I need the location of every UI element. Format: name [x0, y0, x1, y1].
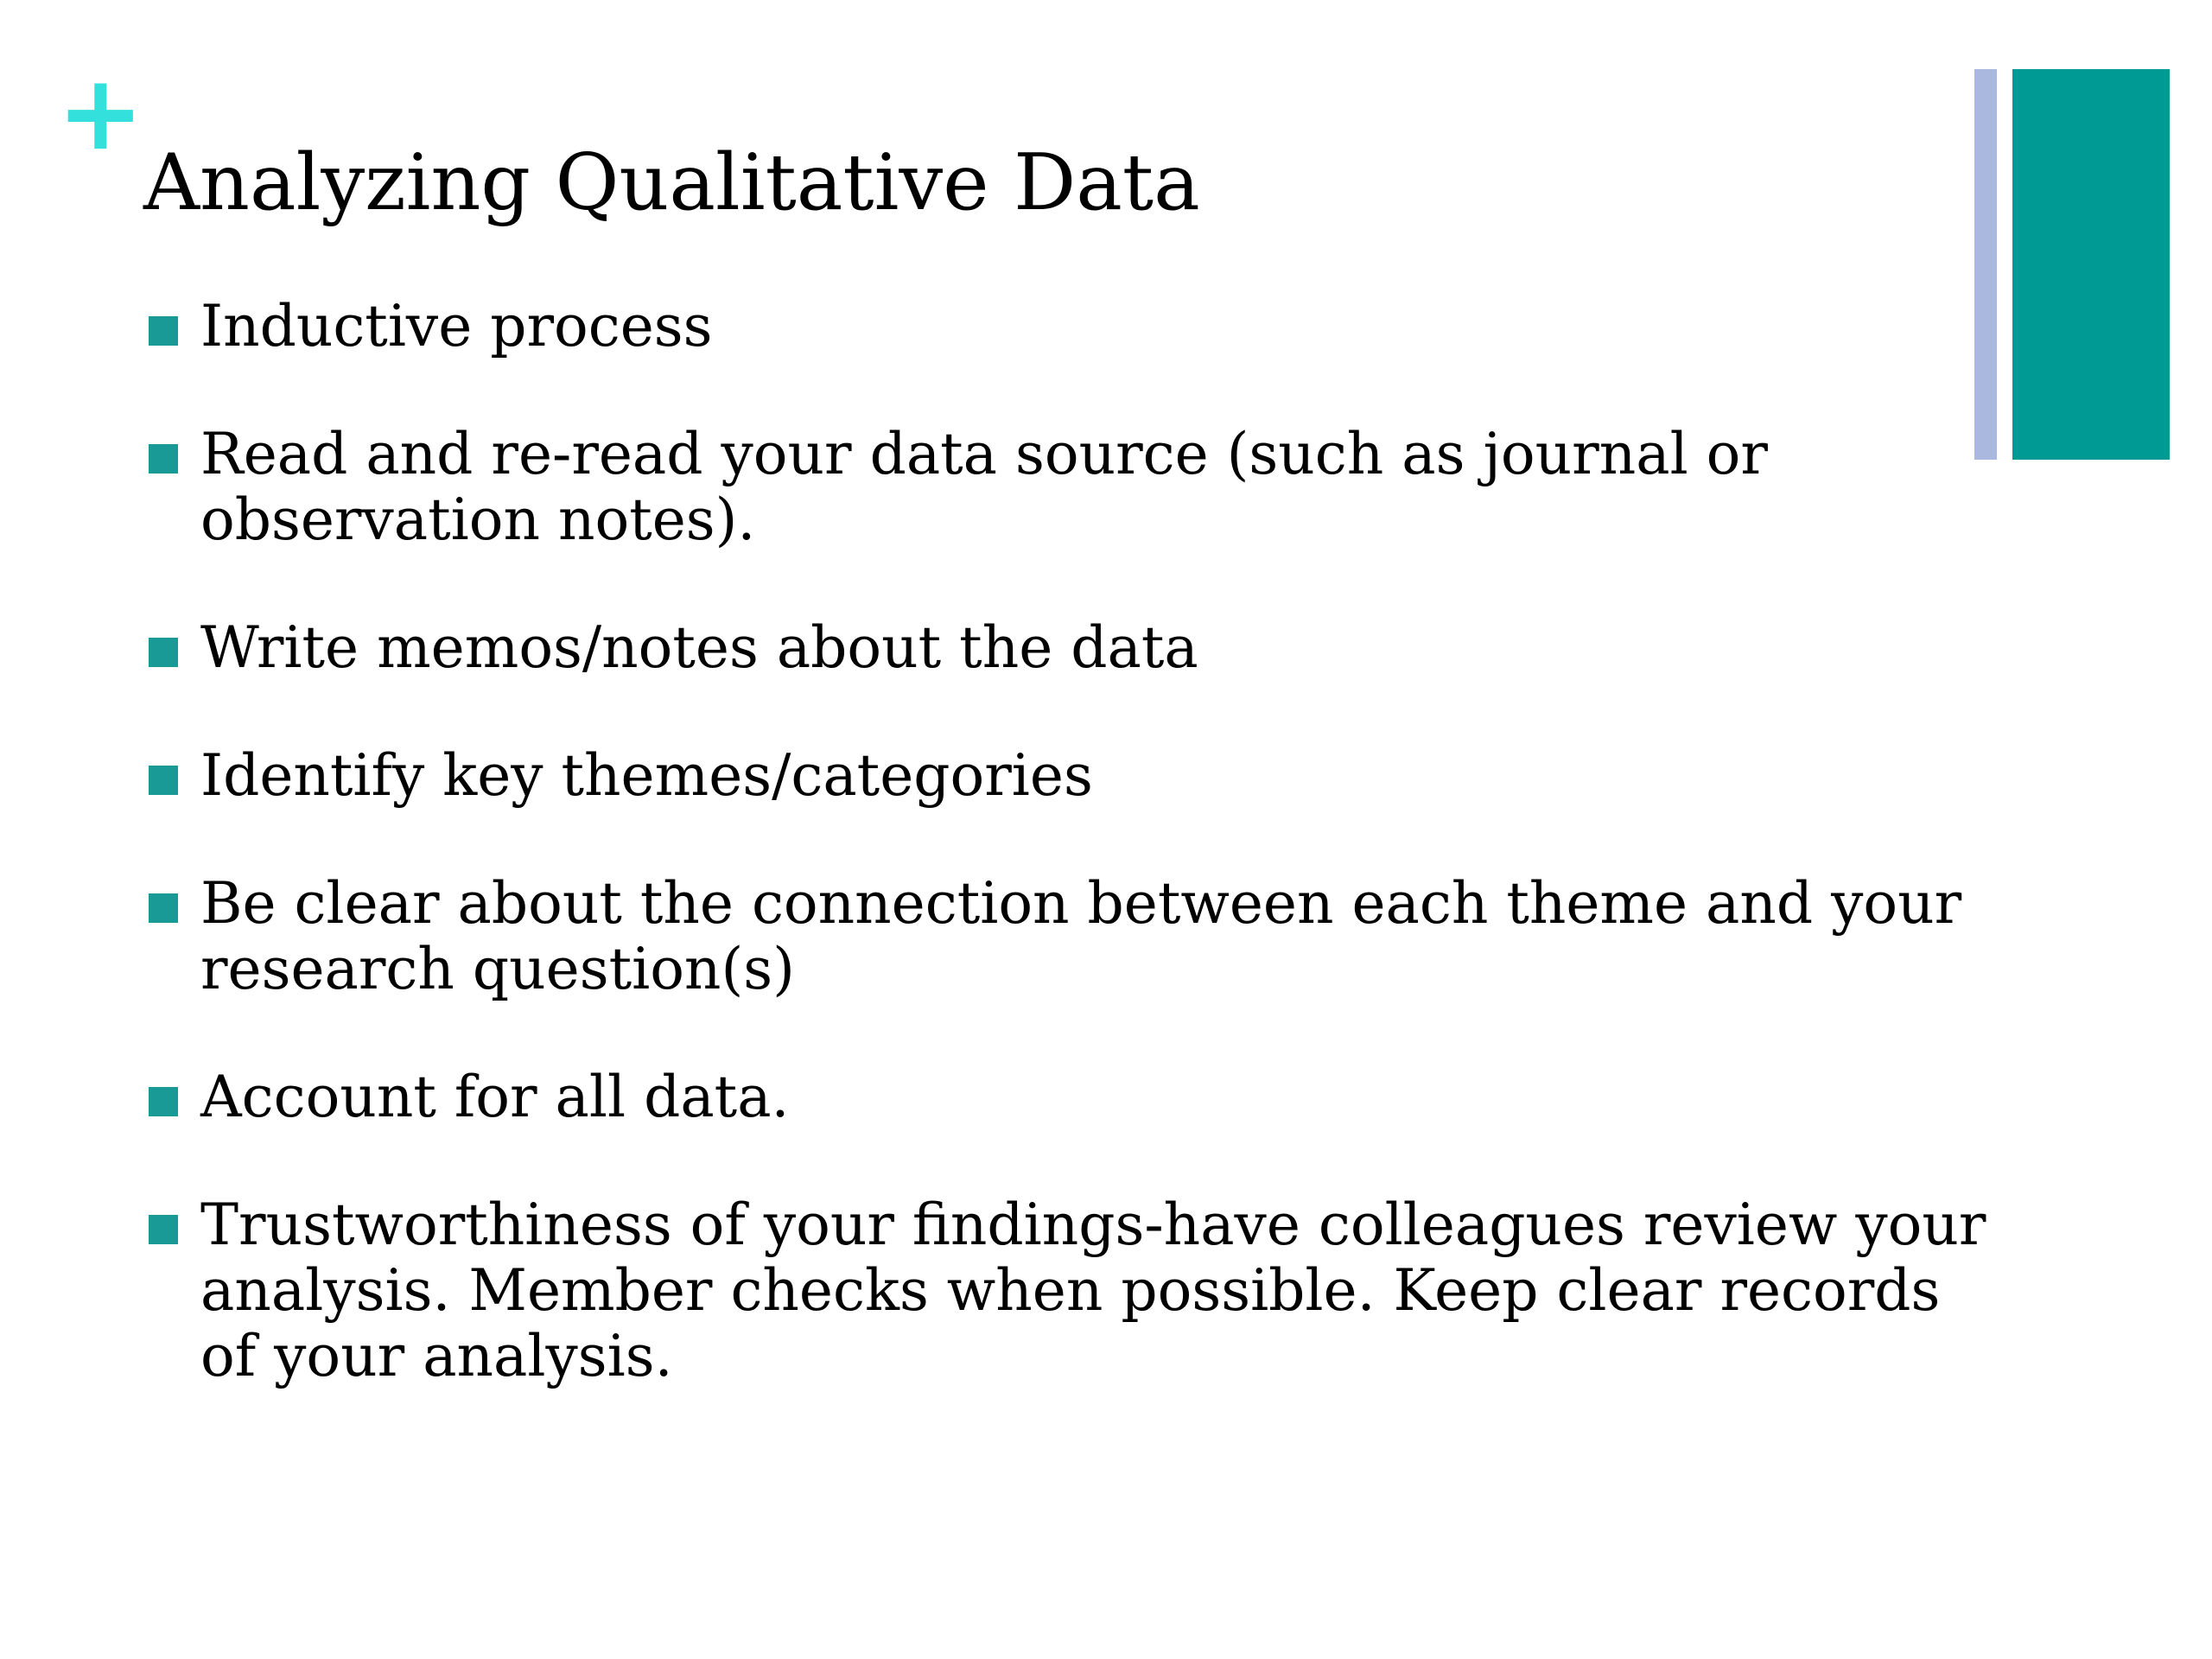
bullet-text: Be clear about the connection between each theme and your research question(s) [200, 870, 1962, 1002]
bullet-text: Inductive process [200, 293, 713, 359]
square-bullet-icon [149, 316, 178, 346]
bullet-item [147, 422, 1996, 553]
bullet-text: Account for all data. [200, 1064, 790, 1130]
bullet-item [147, 615, 1996, 681]
square-bullet-icon [149, 638, 178, 667]
bullet-text: Identify key themes/categories [200, 742, 1093, 809]
plus-icon: + [57, 54, 144, 174]
square-bullet-icon [149, 766, 178, 795]
slide-title: Analyzing Qualitative Data [143, 137, 1200, 228]
bullet-item [147, 743, 1996, 809]
accent-bar-wide [2012, 69, 2170, 460]
square-bullet-icon [149, 1215, 178, 1244]
bullet-text: Trustworthiness of your findings-have colleagues review your analysis. Member checks when possible. Keep clear records of your analysis. [200, 1192, 1986, 1389]
bullet-item [147, 294, 1996, 359]
bullet-item [147, 871, 1996, 1002]
bullet-item [147, 1192, 1996, 1389]
square-bullet-icon [149, 1087, 178, 1116]
square-bullet-icon [149, 893, 178, 923]
bullet-text: Read and re-read your data source (such as journal or observation notes). [200, 421, 1768, 553]
square-bullet-icon [149, 444, 178, 474]
bullet-list [147, 294, 1996, 1452]
bullet-text: Write memos/notes about the data [200, 614, 1198, 681]
bullet-item [147, 1065, 1996, 1130]
